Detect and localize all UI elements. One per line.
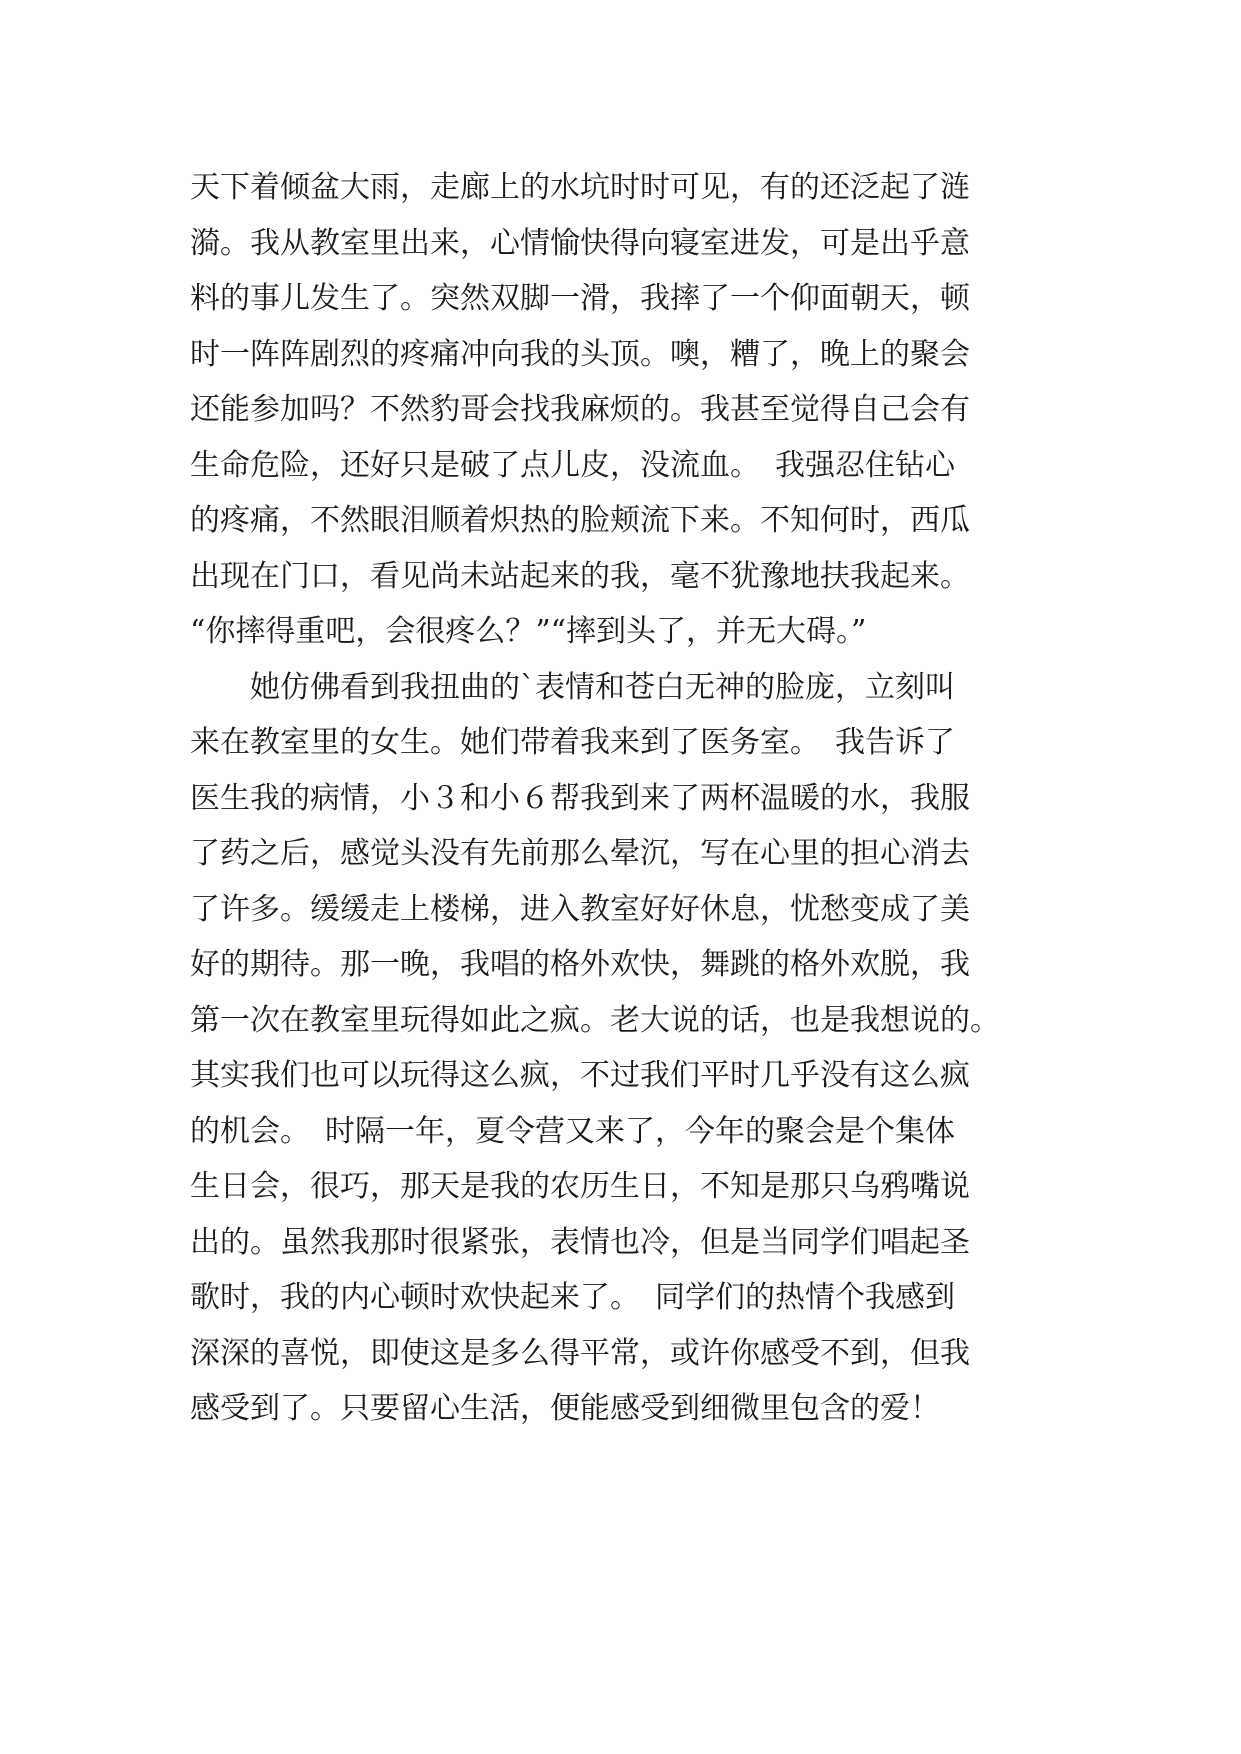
text-line-14: 了许多。缓缓走上楼梯，进入教室好好休息，忧愁变成了美	[190, 891, 970, 927]
text-line-22: 深深的喜悦，即使这是多么得平常，或许你感受不到，但我	[190, 1335, 970, 1371]
text-line-3: 料的事儿发生了。突然双脚一滑，我摔了一个仰面朝天，顿	[190, 281, 970, 316]
text-line-13: 了药之后，感觉头没有先前那么晕沉，写在心里的担心消去	[190, 836, 970, 871]
text-line-18: 的机会。 时隔一年，夏令营又来了，今年的聚会是个集体	[190, 1113, 955, 1149]
text-line-19: 生日会，很巧，那天是我的农历生日，不知是那只乌鸦嘴说	[190, 1169, 970, 1204]
text-line-2: 漪。我从教室里出来，心情愉快得向寝室进发，可是出乎意	[190, 225, 970, 261]
text-line-1: 天下着倾盆大雨，走廊上的水坑时时可见，有的还泛起了涟	[190, 170, 970, 205]
text-line-21: 歌时，我的内心顿时欢快起来了。 同学们的热情个我感到	[190, 1280, 955, 1315]
text-line-4: 时一阵阵剧烈的疼痛冲向我的头顶。噢，糟了，晚上的聚会	[190, 336, 970, 372]
text-line-6: 生命危险，还好只是破了点儿皮，没流血。 我强忍住钻心	[190, 447, 955, 483]
text-line-7: 的疼痛，不然眼泪顺着炽热的脸颊流下来。不知何时，西瓜	[190, 503, 970, 538]
text-line-10: 她仿佛看到我扭曲的`表情和苍白无神的脸庞，立刻叫	[190, 669, 955, 705]
text-line-11: 来在教室里的女生。她们带着我来到了医务室。 我告诉了	[190, 725, 955, 760]
text-line-15: 好的期待。那一晚，我唱的格外欢快，舞跳的格外欢脱，我	[190, 947, 970, 982]
text-line-17: 其实我们也可以玩得这么疯，不过我们平时几乎没有这么疯	[190, 1058, 970, 1093]
essay-body	[190, 160, 1050, 1437]
text-line-16: 第一次在教室里玩得如此之疯。老大说的话，也是我想说的。	[190, 1002, 1000, 1038]
text-line-12: 医生我的病情，小３和小６帮我到来了两杯温暖的水，我服	[190, 780, 970, 816]
text-line-9: “你摔得重吧，会很疼么？”“摔到头了，并无大碍。”	[190, 614, 867, 649]
text-line-23: 感受到了。只要留心生活，便能感受到细微里包含的爱！	[190, 1391, 940, 1426]
text-line-8: 出现在门口，看见尚未站起来的我，毫不犹豫地扶我起来。	[190, 558, 970, 594]
text-line-5: 还能参加吗？不然豹哥会找我麻烦的。我甚至觉得自己会有	[190, 392, 970, 427]
text-line-20: 出的。虽然我那时很紧张，表情也冷，但是当同学们唱起圣	[190, 1224, 970, 1260]
